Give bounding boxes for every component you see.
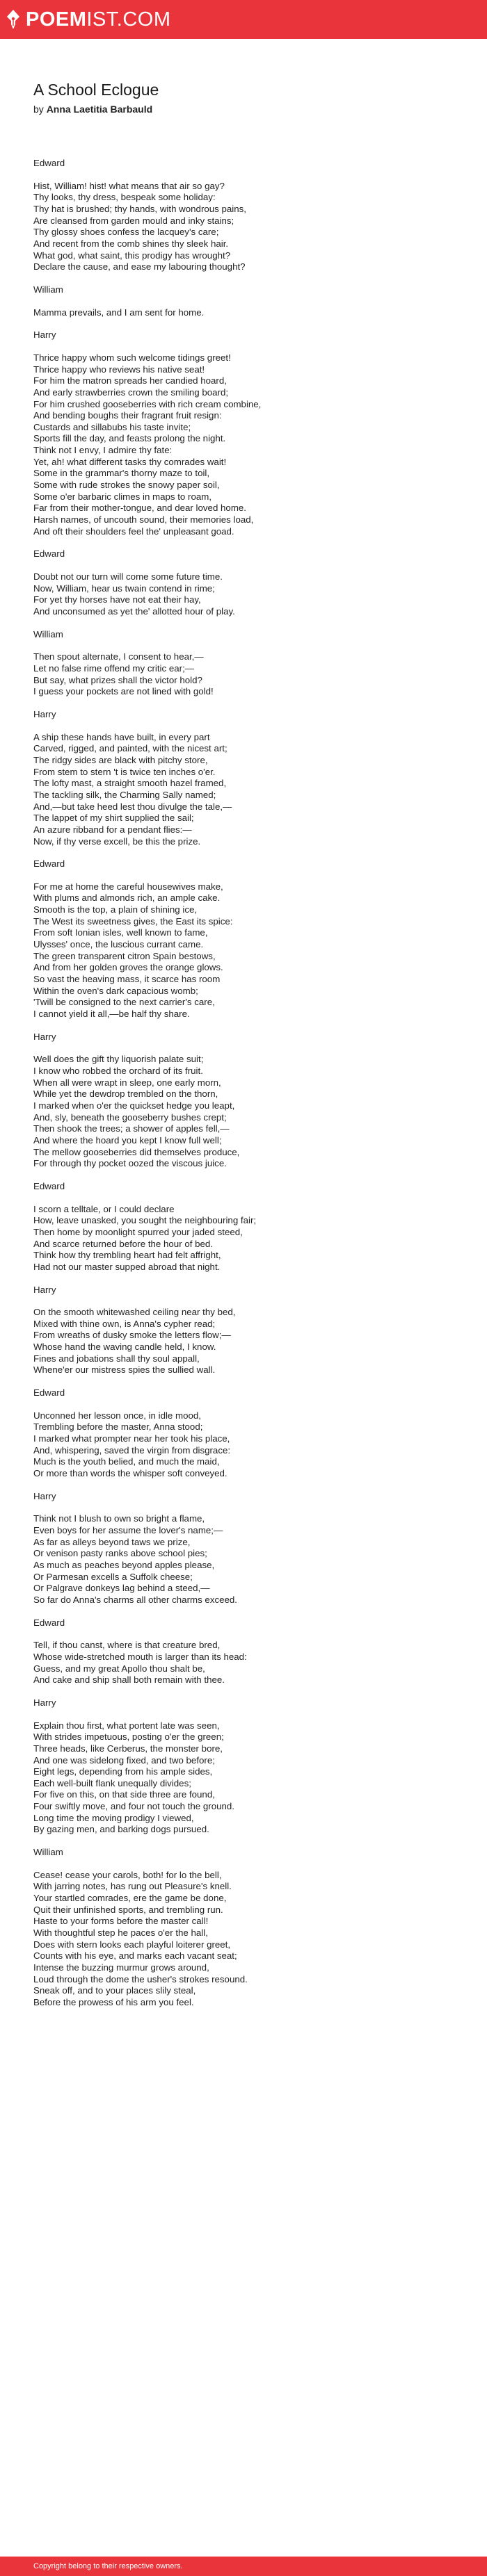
stanza: Edward <box>33 1180 65 1191</box>
poem-byline <box>33 104 487 115</box>
stanza: Well does the gift thy liquorish palate suit; I know who robbed the orchard of its fruit. When all were wrapt in sleep, one early morn, While yet the dewdrop trembled on the thorn, I marked when o'er the quickset hedge you leapt, And, sly, beneath the gooseberry bushes crept; Then shook the trees; a shower of apples fell,— And where the hoard you kept I know full well; The mellow gooseberries did themselves produce, For through thy pocket oozed the viscous juice. <box>33 1054 240 1169</box>
stanza: Tell, if thou canst, where is that creature bred, Whose wide-stretched mouth is larger than its head: Guess, and my great Apollo thou shalt be, And cake and ship shall both remain with thee. <box>33 1640 247 1686</box>
stanza: Cease! cease your carols, both! for lo the bell, With jarring notes, has rung out Pleasure's knell. Your startled comrades, ere the game be done, Quit their unfinished sports, and trembling run. Haste to your forms before the master call! With thoughtful step he paces o'er the hall, Does with stern looks each playful loiterer greet, Counts with his eye, and marks each vacant seat; Intense the buzzing murmur grows around, Loud through the dome the usher's strokes resound. Sneak off, and to your places slily steal, Before the prowess of his arm you feel. <box>33 1869 248 2007</box>
stanza: Unconned her lesson once, in idle mood, Trembling before the master, Anna stood; I marked what prompter near her took his place, And, whispering, saved the virgin from disgrace: Much is the youth belied, and much the maid, Or more than words the whisper soft conveyed. <box>33 1410 231 1479</box>
stanza: For me at home the careful housewives make, With plums and almonds rich, an ample cake. Smooth is the top, a plain of shining ice, The West its sweetness gives, the East its spice: From soft Ionian isles, well known to fame, Ulysses' once, the luscious currant came. The green transparent citron Spain bestows, And from her golden groves the orange glows. So vast the heaving mass, it scarce has room Within the oven's dark capacious womb; 'Twill be consigned to the next carrier's care, I cannot yield it all,—be half thy share. <box>33 881 233 1020</box>
stanza: Edward <box>33 548 65 560</box>
site-logo[interactable] <box>6 8 171 31</box>
author-link[interactable]: Anna Laetitia Barbauld <box>46 104 153 115</box>
stanza: Doubt not our turn will come some future time. Now, William, hear us twain contend in rime; For yet thy horses have not eat their hay, And unconsumed as yet the' allotted hour of play. <box>33 571 235 617</box>
stanza: Edward <box>33 158 65 168</box>
quill-icon <box>6 9 21 30</box>
stanza: Edward <box>33 1387 65 1399</box>
stanza: A ship these hands have built, in every part Carved, rigged, and painted, with the nicest art; The ridgy sides are black with pitchy store, From stem to stern 't is twice ten inches o'er. The lofty mast, a straight smooth hazel framed, The tackling silk, the Charming Sally named; And,—but take heed lest thou divulge the tale,— The lappet of my shirt supplied the sail; An azure ribband for a pendant flies:— Now, if thy verse excell, be this the prize. <box>33 731 232 847</box>
stanza: Think not I blush to own so bright a flame, Even boys for her assume the lover's name;— As far as alleys beyond taws we prize, Or venison pasty ranks above school pies; As much as peaches beyond apples please, Or Parmesan excells a Suffolk cheese; Or Palgrave donkeys lag behind a steed,— So far do Anna's charms all other charms exceed. <box>33 1513 237 1605</box>
logo-text-bold: POEM <box>26 8 87 31</box>
stanza: Harry <box>33 1697 56 1708</box>
stanza: On the smooth whitewashed ceiling near thy bed, Mixed with thine own, is Anna's cypher read; From wreaths of dusky smoke the letters flow;— Whose hand the waving candle held, I know. Fines and jobations shall thy soul appall, Whene'er our mistress spies the sullied wall. <box>33 1307 236 1376</box>
stanza: Edward <box>33 1617 65 1628</box>
site-header <box>0 0 487 39</box>
stanza: Harry <box>33 708 56 719</box>
stanza: William <box>33 284 63 295</box>
logo-text-light: IST.COM <box>86 8 171 31</box>
stanza: Thrice happy whom such welcome tidings greet! Thrice happy who reviews his native seat! For him the matron spreads her candied hoard, And early strawberries crown the smiling board; For him crushed gooseberries with rich cream combine, And bending boughs their fragrant fruit resign: Custards and sillabubs his taste invite; Sports fill the day, and feasts prolong the night. Think not I envy, I admire thy fate: Yet, ah! what different tasks thy comrades wait! Some in the grammar's thorny maze to toil, Some with rude strokes the snowy paper soil, Some o'er barbaric climes in maps to roam, Far from their mother-tongue, and dear loved home. Harsh names, of uncouth sound, their memories load, And oft their shoulders feel the' unpleasant goad. <box>33 352 262 537</box>
stanza: Then spout alternate, I consent to hear,— Let no false rime offend my critic ear;— But say, what prizes shall the victor hold? I guess your pockets are not lined with gold! <box>33 651 214 697</box>
stanza: Harry <box>33 1490 56 1501</box>
byline-prefix: by <box>33 104 44 115</box>
poem-title: A School Eclogue <box>33 81 159 99</box>
stanza: I scorn a telltale, or I could declare How, leave unasked, you sought the neighbouring fair; Then home by moonlight spurred your jaded steed, And scarce returned before the hour of bed. Think how thy trembling heart had felt affright, Had not our master supped abroad that night. <box>33 1203 257 1272</box>
stanza: Harry <box>33 1031 56 1042</box>
copyright-text: Copyright belong to their respective owners. <box>33 2562 183 2570</box>
stanza: Harry <box>33 329 56 341</box>
stanza: Edward <box>33 858 65 870</box>
poem-content <box>0 81 487 2009</box>
site-footer <box>0 2557 487 2576</box>
stanza: Mamma prevails, and I am sent for home. <box>33 307 205 318</box>
stanza: Hist, William! hist! what means that air so gay? Thy looks, thy dress, bespeak some holiday: Thy hat is brushed; thy hands, with wondrous pains, Are cleansed from garden mould and inky stains; Thy glossy shoes confess the lacquey's care; And recent from the comb shines thy sleek hair. What god, what saint, this prodigy has wrought? Declare the cause, and ease my labouring thought? <box>33 180 246 272</box>
stanza: William <box>33 628 63 639</box>
stanza: William <box>33 1847 63 1858</box>
stanza: Harry <box>33 1284 56 1295</box>
poem-body <box>33 158 487 2009</box>
stanza: Explain thou first, what portent late was seen, With strides impetuous, posting o'er the green; Three heads, like Cerberus, the monster bore, And one was sidelong fixed, and two before; Eight legs, depending from his ample sides, Each well-built flank unequally divides; For five on this, on that side three are found, Four swiftly move, and four not touch the ground. Long time the moving prodigy I viewed, By gazing men, and barking dogs pursued. <box>33 1720 234 1835</box>
